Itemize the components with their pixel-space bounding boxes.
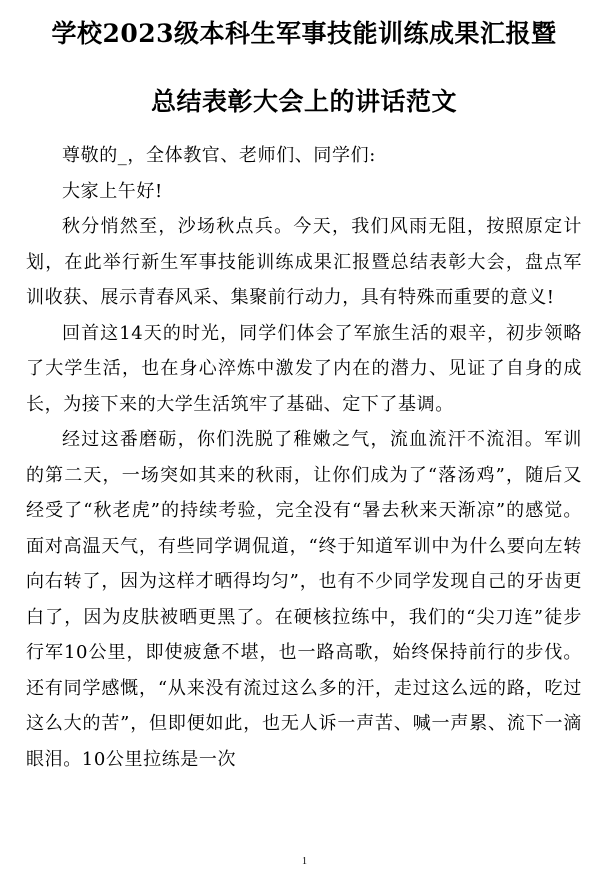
document-title-line-1: 学校2023级本科生军事技能训练成果汇报暨 [51, 19, 557, 48]
body-paragraph: 回首这14天的时光，同学们体会了军旅生活的艰辛，初步领略了大学生活，也在身心淬炼中激发了内在的潜力、见证了自身的成长，为接下来的大学生活筑牢了基础、定下了基调。 [26, 322, 582, 415]
greeting-paragraph: 大家上午好! [62, 180, 163, 202]
document-title-line-2: 总结表彰大会上的讲话范文 [150, 87, 457, 116]
salutation-paragraph: 尊敬的_，全体教官、老师们、同学们: [62, 145, 376, 166]
page-number: 1 [302, 856, 307, 867]
body-paragraph: 秋分悄然至，沙场秋点兵。今天，我们风雨无阻，按照原定计划，在此举行新生军事技能训练成果汇报暨总结表彰大会，盘点军训收获、展示青春风采、集聚前行动力，具有特殊而重要的意义! [26, 216, 582, 308]
body-paragraph: 经过这番磨砺，你们洗脱了稚嫩之气，流血流汗不流泪。军训的第二天，一场突如其来的秋雨，让你们成为了“落汤鸡”，随后又经受了“秋老虎”的持续考验，完全没有“暑去秋来天渐凉”的感觉。面对高温天气，有些同学调侃道，“终于知道军训中为什么要向左转向右转了，因为这样才晒得均匀”，也有不少同学发现自己的牙齿更白了，因为皮肤被晒更黑了。在硬核拉练中，我们的“尖刀连”徒步行军10公里，即使疲惫不堪，也一路高歌，始终保持前行的步伐。还有同学感慨，“从来没有流过这么多的汗，走过这么远的路，吃过这么大的苦”，但即便如此，也无人诉一声苦、喊一声累、流下一滴眼泪。10公里拉练是一次 [26, 429, 582, 770]
